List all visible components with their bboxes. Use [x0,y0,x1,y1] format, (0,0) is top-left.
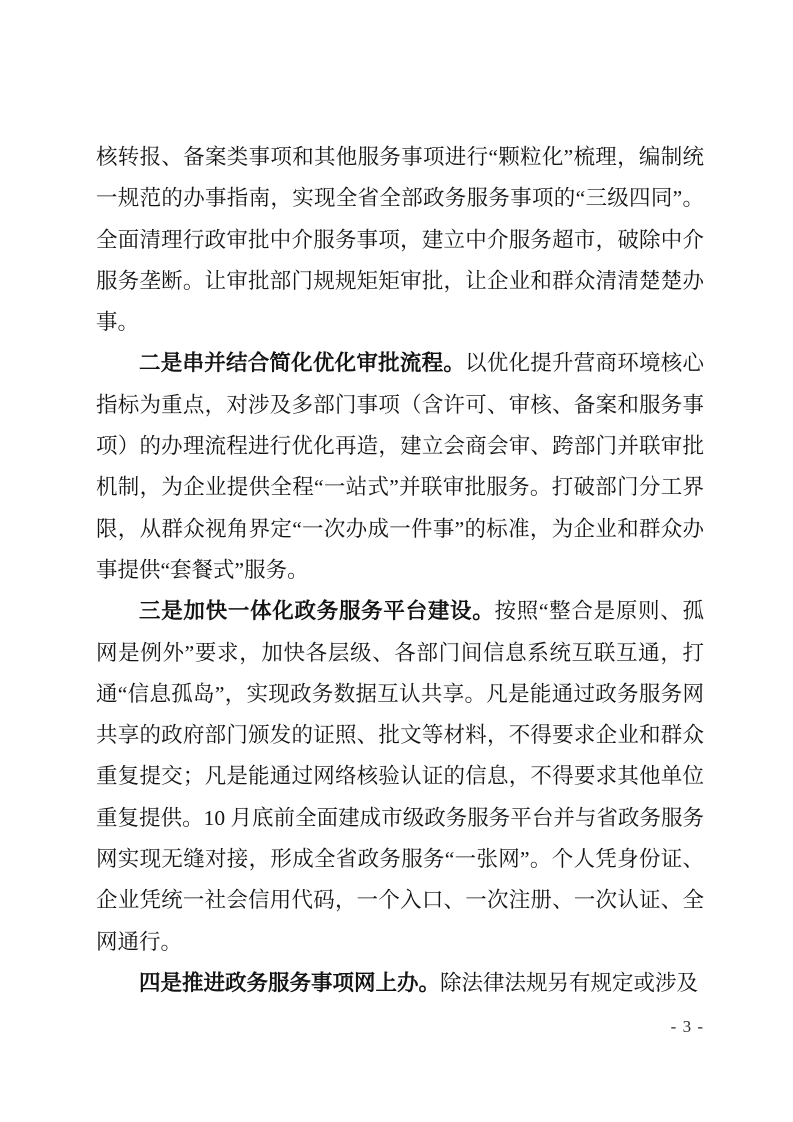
paragraph [96,591,704,963]
paragraph-text: 按照“整合是原则、孤网是例外”要求，加快各层级、各部门间信息系统互联互通，打通“信息孤岛”，实现政务数据互认共享。凡是能通过政务服务网共享的政府部门颁发的证照、批文等材料，不得要求企业和群众重复提交；凡是能通过网络核验认证的信息，不得要求其他单位重复提供。10 月底前全面建成市级政务服务平台并与省政务服务网实现无缝对接，形成全省政务服务“一张网”。个人凭身份证、企业凭统一社会信用代码，一个入口、一次注册、一次认证、全网通行。 [96,599,704,954]
page-number: - 3 - [670,1017,704,1036]
paragraph [96,343,704,591]
paragraph-lead: 二是串并结合简化优化审批流程。 [139,351,466,376]
document-content [96,137,704,1004]
paragraph-text: 除法律法规另有规定或涉及 [440,970,699,995]
paragraph-lead: 三是加快一体化政务服务平台建设。 [139,599,495,624]
paragraph-text: 核转报、备案类事项和其他服务事项进行“颗粒化”梳理，编制统一规范的办事指南，实现全省全部政务服务事项的“三级四同”。全面清理行政审批中介服务事项，建立中介服务超市，破除中介服务垄断。让审批部门规规矩矩审批，让企业和群众清清楚楚办事。 [96,145,704,335]
paragraph [96,137,704,343]
paragraph [96,963,704,1004]
paragraph-lead: 四是推进政务服务事项网上办。 [139,970,441,995]
paragraph-text: 以优化提升营商环境核心指标为重点，对涉及多部门事项（含许可、审核、备案和服务事项）的办理流程进行优化再造，建立会商会审、跨部门并联审批机制，为企业提供全程“一站式”并联审批服务。打破部门分工界限，从群众视角界定“一次办成一件事”的标准，为企业和群众办事提供“套餐式”服务。 [96,351,704,582]
